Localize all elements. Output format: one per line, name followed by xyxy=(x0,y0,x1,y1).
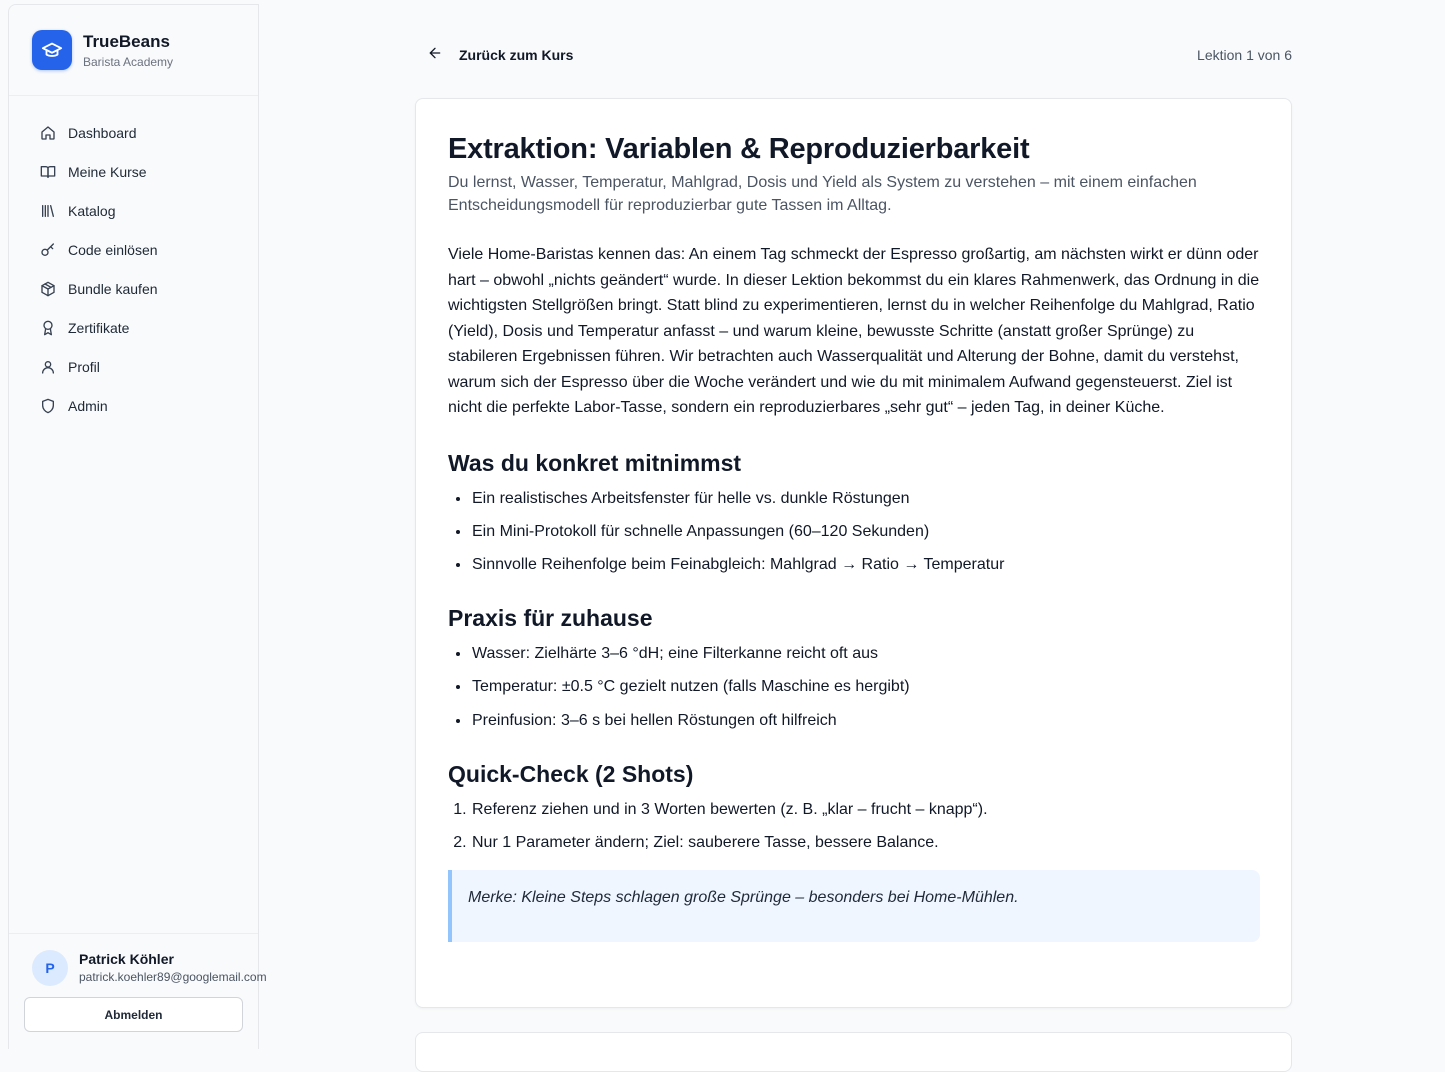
back-to-course-link[interactable] xyxy=(427,38,573,72)
takeaways-list xyxy=(448,488,1259,577)
shield-icon xyxy=(40,398,56,414)
sidebar xyxy=(8,4,267,1049)
section-heading: Praxis für zuhause xyxy=(448,605,653,632)
next-card xyxy=(415,1032,1292,1072)
sidebar-item-label: Katalog xyxy=(68,202,116,219)
home-icon xyxy=(40,125,56,141)
list-item: 2. Nur 1 Parameter ändern; Ziel: sauberere Tasse, bessere Balance. xyxy=(471,832,1259,854)
user-panel xyxy=(9,933,267,1049)
brand-name: TrueBeans xyxy=(83,31,170,51)
sidebar-item-label: Profil xyxy=(68,358,100,375)
brand-subtitle: Barista Academy xyxy=(83,54,174,69)
section-heading: Was du konkret mitnimmst xyxy=(448,449,742,476)
list-item: • Ein Mini-Protokoll für schnelle Anpassungen (60–120 Sekunden) xyxy=(471,521,1259,543)
lesson-topbar xyxy=(415,38,1292,72)
user-icon xyxy=(40,359,56,375)
lesson-title: Extraktion: Variablen & Reproduzierbarkeit xyxy=(448,133,1030,165)
sidebar-item-dashboard[interactable] xyxy=(9,113,258,152)
list-item: 1. Referenz ziehen und in 3 Worten bewerten (z. B. „klar – frucht – knapp“). xyxy=(471,799,1259,821)
graduation-cap-icon[interactable] xyxy=(32,30,72,70)
sidebar-item-profil[interactable] xyxy=(9,347,258,386)
sidebar-item-label: Admin xyxy=(68,397,108,414)
sidebar-item-label: Zertifikate xyxy=(68,319,130,336)
sidebar-item-label: Dashboard xyxy=(68,124,137,141)
list-item: • Preinfusion: 3–6 s bei hellen Röstungen oft hilfreich xyxy=(471,710,1259,732)
list-item: • Sinnvolle Reihenfolge beim Feinabgleich: Mahlgrad → Ratio → Temperatur xyxy=(471,554,1259,576)
award-icon xyxy=(40,320,56,336)
lesson-card xyxy=(415,98,1292,1008)
back-label: Zurück zum Kurs xyxy=(459,47,574,63)
lesson-subtitle: Du lernst, Wasser, Temperatur, Mahlgrad, Dosis und Yield als System zu verstehen – mit einem einfachen Entscheidungsmodell für reproduzierbar gute Tassen im Alltag. xyxy=(448,174,1197,214)
brand-header xyxy=(9,5,258,96)
arrow-left-icon xyxy=(427,45,443,66)
lesson-intro: Viele Home-Baristas kennen das: An einem Tag schmeckt der Espresso großartig, am nächsten wirkt er dünn oder hart – obwohl „nichts geändert“ wurde. In dieser Lektion bekommst du ein klares Rahmenwerk, das Ordnung in die wichtigsten Stellgrößen bringt. Statt blind zu experimentieren, lernst du in welcher Reihenfolge du Mahlgrad, Ratio (Yield), Dosis und Temperatur anfasst – und warum kleine, bewusste Schritte (anstatt großer Sprünge) zu stabileren Ergebnissen führen. Wir betrachten auch Wasserqualität und Alterung der Bohne, damit du verstehst, warum sich der Espresso über die Woche verändert und wie du mit minimalem Aufwand gegensteuerst. Ziel ist nicht die perfekte Labor-Tasse, sondern ein reproduzierbares „sehr gut“ – jeden Tag, in deiner Küche. xyxy=(448,246,1260,416)
user-name: Patrick Köhler xyxy=(79,951,174,967)
sidebar-item-label: Meine Kurse xyxy=(68,163,147,180)
list-item: • Wasser: Zielhärte 3–6 °dH; eine Filterkanne reicht oft aus xyxy=(471,643,1259,665)
section-heading: Quick-Check (2 Shots) xyxy=(448,760,694,787)
sidebar-item-katalog[interactable] xyxy=(9,191,258,230)
package-icon xyxy=(40,281,56,297)
sidebar-item-bundle-kaufen[interactable] xyxy=(9,269,258,308)
library-icon xyxy=(40,203,56,219)
sidebar-item-code-einloesen[interactable] xyxy=(9,230,258,269)
avatar[interactable]: P xyxy=(32,950,68,986)
lesson-progress: Lektion 1 von 6 xyxy=(1197,47,1292,63)
sidebar-nav xyxy=(9,96,258,425)
callout-note: Merke: Kleine Steps schlagen große Sprünge – besonders bei Home-Mühlen. xyxy=(448,870,1260,942)
logout-button[interactable]: Abmelden xyxy=(24,997,243,1032)
sidebar-item-label: Code einlösen xyxy=(68,241,158,258)
list-item: • Temperatur: ±0.5 °C gezielt nutzen (falls Maschine es hergibt) xyxy=(471,676,1259,698)
user-email: patrick.koehler89@googlemail.com xyxy=(79,970,267,984)
quick-check-list xyxy=(448,799,1259,854)
key-icon xyxy=(40,242,56,258)
practice-list xyxy=(448,643,1259,732)
book-open-icon xyxy=(40,164,56,180)
sidebar-item-zertifikate[interactable] xyxy=(9,308,258,347)
sidebar-item-admin[interactable] xyxy=(9,386,258,425)
sidebar-item-label: Bundle kaufen xyxy=(68,280,158,297)
list-item: • Ein realistisches Arbeitsfenster für helle vs. dunkle Röstungen xyxy=(471,488,1259,510)
sidebar-item-meine-kurse[interactable] xyxy=(9,152,258,191)
